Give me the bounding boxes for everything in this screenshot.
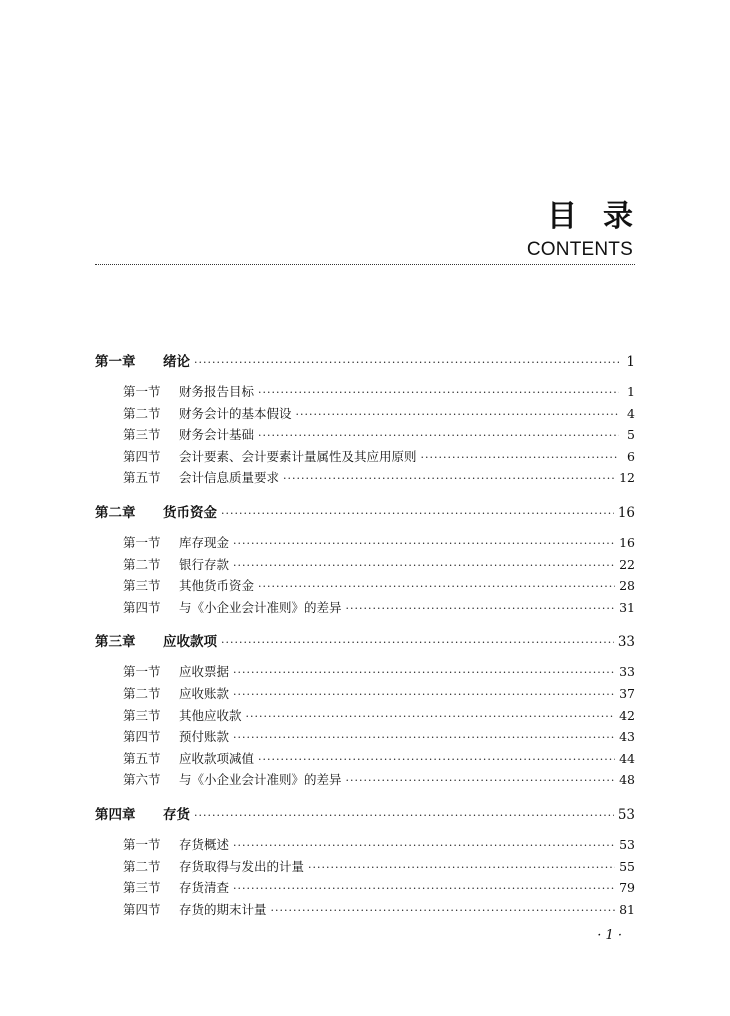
section-page: 37 xyxy=(619,685,635,701)
toc-chapter-entry[interactable] xyxy=(95,632,635,652)
section-title: 财务会计的基本假设 xyxy=(179,405,292,421)
section-page: 12 xyxy=(619,470,635,486)
page-title: 目录 xyxy=(547,199,659,234)
chapter-number: 第二章 xyxy=(95,504,136,521)
chapter-page: 1 xyxy=(626,354,635,370)
chapter-number: 第一章 xyxy=(95,354,136,370)
section-number: 第四节 xyxy=(123,729,161,745)
section-page: 55 xyxy=(619,858,635,874)
dot-leader xyxy=(258,425,619,447)
page-subtitle: CONTENTS xyxy=(526,239,633,260)
toc-chapter-block xyxy=(95,503,635,618)
toc-section-entry[interactable] xyxy=(95,769,635,791)
toc-section-entry[interactable] xyxy=(95,834,635,856)
toc-chapter-block xyxy=(95,805,635,920)
table-of-contents xyxy=(95,352,635,920)
chapter-title: 存货 xyxy=(163,806,190,823)
chapter-title: 应收款项 xyxy=(163,634,217,651)
chapter-number: 第四章 xyxy=(95,806,136,823)
section-number: 第三节 xyxy=(123,707,161,723)
dot-leader xyxy=(233,727,615,749)
section-page: 22 xyxy=(619,556,635,572)
section-page: 16 xyxy=(619,534,635,550)
dot-leader xyxy=(233,533,615,555)
dot-leader xyxy=(233,878,615,900)
section-title: 应收账款 xyxy=(179,685,230,701)
toc-section-entry[interactable] xyxy=(95,705,635,727)
section-title: 与《小企业会计准则》的差异 xyxy=(179,772,342,788)
toc-chapter-entry[interactable] xyxy=(95,805,635,825)
toc-section-entry[interactable] xyxy=(95,403,635,425)
dot-leader xyxy=(346,770,616,792)
section-title: 其他应收款 xyxy=(179,707,242,723)
section-title: 存货的期末计量 xyxy=(179,901,267,917)
chapter-title: 货币资金 xyxy=(163,504,217,521)
dot-leader xyxy=(271,900,616,922)
toc-section-entry[interactable] xyxy=(95,856,635,878)
dot-leader xyxy=(421,447,619,469)
section-title: 应收票据 xyxy=(179,664,230,680)
chapter-page: 53 xyxy=(617,806,635,823)
section-number: 第一节 xyxy=(123,384,161,399)
section-page: 43 xyxy=(619,729,635,745)
section-page: 6 xyxy=(627,448,635,464)
section-page: 81 xyxy=(619,901,635,917)
section-page: 44 xyxy=(619,750,635,766)
section-title: 银行存款 xyxy=(179,556,230,572)
dot-leader xyxy=(194,353,619,373)
dot-leader xyxy=(308,857,615,879)
section-number: 第一节 xyxy=(123,664,161,680)
dot-leader xyxy=(221,633,614,653)
dot-leader xyxy=(233,835,615,857)
section-page: 31 xyxy=(619,599,635,615)
page-header xyxy=(526,198,659,262)
section-list xyxy=(95,381,635,489)
section-title: 会计信息质量要求 xyxy=(179,470,280,486)
section-list xyxy=(95,661,635,791)
section-page: 53 xyxy=(619,836,635,852)
toc-chapter-entry[interactable] xyxy=(95,352,635,372)
chapter-page: 16 xyxy=(617,504,635,521)
dot-leader xyxy=(194,806,614,826)
section-page: 33 xyxy=(619,664,635,680)
section-number: 第三节 xyxy=(123,578,161,594)
dot-leader xyxy=(283,468,615,490)
toc-section-entry[interactable] xyxy=(95,554,635,576)
section-number: 第四节 xyxy=(123,448,161,464)
toc-section-entry[interactable] xyxy=(95,899,635,921)
dot-leader xyxy=(258,749,615,771)
section-page: 4 xyxy=(627,405,635,421)
dot-leader xyxy=(258,576,615,598)
section-number: 第一节 xyxy=(123,836,161,852)
section-page: 42 xyxy=(619,707,635,723)
toc-section-entry[interactable] xyxy=(95,877,635,899)
dot-leader xyxy=(296,404,619,426)
toc-chapter-block xyxy=(95,632,635,791)
section-number: 第五节 xyxy=(123,470,161,486)
section-title: 其他货币资金 xyxy=(179,578,255,594)
toc-section-entry[interactable] xyxy=(95,726,635,748)
section-number: 第二节 xyxy=(123,405,161,421)
section-number: 第二节 xyxy=(123,685,161,701)
dot-leader xyxy=(221,504,614,524)
toc-chapter-block xyxy=(95,352,635,489)
section-number: 第四节 xyxy=(123,599,161,615)
page-number: · 1 · xyxy=(597,928,622,943)
section-page: 28 xyxy=(619,578,635,594)
section-title: 财务会计基础 xyxy=(179,427,255,443)
section-number: 第二节 xyxy=(123,556,161,572)
toc-section-entry[interactable] xyxy=(95,661,635,683)
section-title: 存货取得与发出的计量 xyxy=(179,858,305,874)
toc-section-entry[interactable] xyxy=(95,597,635,619)
section-page: 48 xyxy=(619,772,635,788)
dot-leader xyxy=(233,555,615,577)
toc-section-entry[interactable] xyxy=(95,381,635,403)
dot-leader xyxy=(258,382,619,404)
section-number: 第六节 xyxy=(123,772,161,788)
toc-section-entry[interactable] xyxy=(95,467,635,489)
section-title: 预付账款 xyxy=(179,729,230,745)
dot-leader xyxy=(346,598,616,620)
section-number: 第三节 xyxy=(123,427,161,443)
section-title: 存货概述 xyxy=(179,836,230,852)
section-page: 1 xyxy=(627,384,635,399)
dot-leader xyxy=(246,706,616,728)
toc-section-entry[interactable] xyxy=(95,575,635,597)
section-title: 应收款项减值 xyxy=(179,750,255,766)
section-title: 存货清查 xyxy=(179,880,230,896)
dot-leader xyxy=(233,662,615,684)
section-title: 财务报告目标 xyxy=(179,384,255,399)
section-title: 库存现金 xyxy=(179,534,230,550)
toc-section-entry[interactable] xyxy=(95,446,635,468)
section-list xyxy=(95,834,635,920)
toc-section-entry[interactable] xyxy=(95,748,635,770)
section-number: 第四节 xyxy=(123,901,161,917)
header-divider xyxy=(95,264,635,265)
section-title: 与《小企业会计准则》的差异 xyxy=(179,599,342,615)
section-page: 5 xyxy=(627,427,635,443)
chapter-title: 绪论 xyxy=(163,354,190,370)
chapter-number: 第三章 xyxy=(95,634,136,651)
chapter-page: 33 xyxy=(617,634,635,651)
section-number: 第三节 xyxy=(123,880,161,896)
section-number: 第一节 xyxy=(123,534,161,550)
toc-section-entry[interactable] xyxy=(95,532,635,554)
section-title: 会计要素、会计要素计量属性及其应用原则 xyxy=(179,448,417,464)
toc-chapter-entry[interactable] xyxy=(95,503,635,523)
dot-leader xyxy=(233,684,615,706)
section-list xyxy=(95,532,635,618)
section-number: 第二节 xyxy=(123,858,161,874)
toc-section-entry[interactable] xyxy=(95,683,635,705)
section-page: 79 xyxy=(619,880,635,896)
section-number: 第五节 xyxy=(123,750,161,766)
toc-section-entry[interactable] xyxy=(95,424,635,446)
